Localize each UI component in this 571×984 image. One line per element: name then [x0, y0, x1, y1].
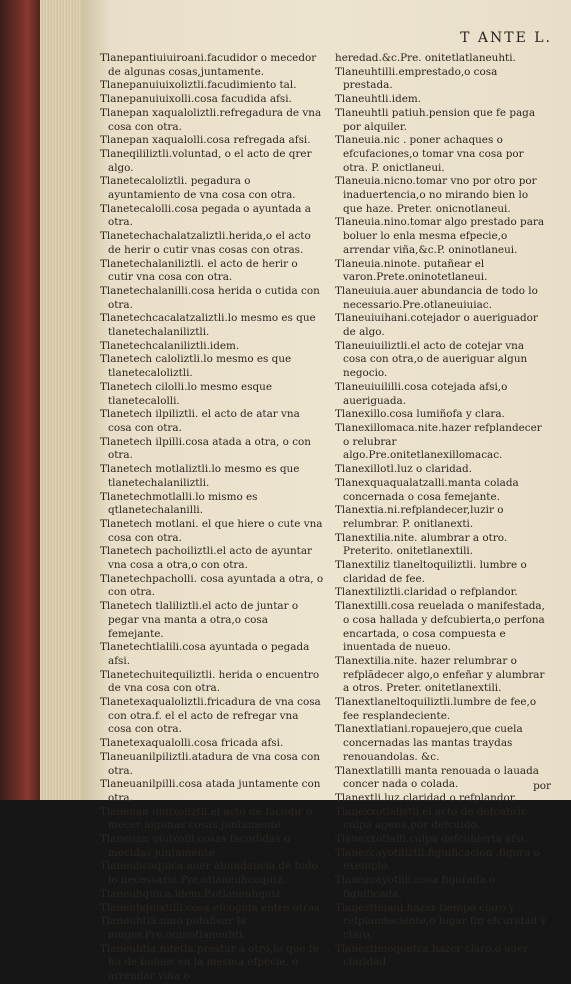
- page-edges: [40, 0, 82, 800]
- dictionary-entry: Tlanepan xaqualolli.cosa refregada afsi.: [100, 134, 311, 147]
- dictionary-entry: Tlanextiliz tlaneltoquiliztli. lumbre o claridad de fee.: [335, 559, 527, 585]
- dictionary-entry: Tlanextlaneltoquiliztli.lumbre de fee,o fee resplandeciente.: [335, 696, 537, 722]
- dictionary-entry: Tlanetechachalatzaliztli.herida,o el acto de herir o cutir vnas cosas con otras.: [100, 230, 311, 256]
- dictionary-entry: Tlaneuanilpilli.cosa atada juntamente con otra.: [100, 778, 321, 804]
- dictionary-entry: Tlanetech ilpilli.cosa atada a otra, o con otra.: [100, 435, 311, 462]
- dictionary-entry: Tlanetechmotlalli.lo mismo es qtlanetechalanilli.: [100, 490, 258, 517]
- book-page: [82, 0, 571, 983]
- dictionary-entry: Tlaneuia.nicno.tomar vno por otro por inaduertencia,o no mirando bien lo que haze. Preter. onicnotlaneui.: [335, 175, 537, 215]
- dictionary-entry: Tlanexillo.cosa lumiñofa y clara.: [335, 408, 505, 421]
- dictionary-entry: Tlaneztimani.hazer tiempo claro y refplandeciente,o lugar fin efcuridad y claro.: [335, 901, 547, 941]
- dictionary-entry: Tlanetech tlaliliztli.el acto de juntar o pegar vna manta a otra,o cosa femejante.: [100, 600, 299, 640]
- dictionary-entry: Tlanextilli.cosa reuelada o manifestada, o cosa hallada y defcubierta,o perfona encartada, o cosa compuesta e inuentada de nueuo.: [335, 600, 545, 654]
- dictionary-entry: Tlanetechuitequiliztli. herida o encuentro de vna cosa con otra.: [100, 668, 320, 695]
- dictionary-entry: Tlanexxotlalli.culpa defcubierta afsi.: [335, 833, 528, 846]
- dictionary-entry: Tlanetechpacholli. cosa ayuntada a otra, o con otra.: [100, 572, 324, 599]
- catchword: por: [533, 780, 551, 792]
- dictionary-entry: Tlaneuia.nic . poner achaques o efcufaciones,o tomar vna cosa por otra. P. onictlaneui.: [335, 134, 524, 174]
- dictionary-entry: Tlaneuiuia.auer abundancia de todo lo necessario.Pre.otlaneuiuiac.: [335, 284, 538, 311]
- dictionary-entry: Tlanetech motlani. el que hiere o cute vna cosa con otra.: [100, 517, 323, 544]
- dictionary-entry: Tlanepan xaqualoliztli.refregadura de vna cosa con otra.: [100, 106, 322, 133]
- dictionary-entry: Tlanextilia.nite. hazer relumbrar o refplãdecer algo,o enfeñar y alumbrar a otros. Preter. onitetlanextili.: [335, 654, 545, 695]
- dictionary-entry: Tlanetechcacalatzaliztli.lo mesmo es que tlanetechalaniliztli.: [100, 312, 316, 339]
- dictionary-entry: Tlanetech cilolli.lo mesmo esque tlanetecalolli.: [100, 380, 273, 407]
- dictionary-entry: Tlanezcayotilli.cosa figurada o fignificada.: [335, 874, 496, 900]
- dictionary-entry: Tlanexxotlaliztli.el acto de defcubrir culpa agena,por defcuido.: [335, 805, 526, 832]
- dictionary-entry: Tlanexillomaca.nite.hazer refplandecer o relubrar algo.Pre.onitetlanexillomacac.: [335, 421, 542, 462]
- dictionary-entry: Tlaneuia.ninote. putañear el varon.Prete.oninotetlaneui.: [335, 257, 488, 284]
- dictionary-entry: Tlanetech pachoiliztli.el acto de ayuntar vna cosa a otra,o con otra.: [100, 545, 313, 572]
- dictionary-entry: Tlaneqililiztli.voluntad, o el acto de qrer algo.: [100, 147, 312, 174]
- dictionary-entry: Tlanepanuiuixoliztli.facudimiento tal.: [100, 79, 297, 92]
- right-column: [335, 52, 550, 970]
- dictionary-entry: Tlanezcayotiliztli.fignificacion ,figura o exemplo.: [335, 846, 540, 873]
- dictionary-entry: Tlaneuan uiuixoliztli.el acto de facudir o mecer algunas cosas juntamente.: [100, 805, 313, 832]
- dictionary-entry: Tlanetechtlalili.cosa ayuntada o pegada afsi.: [100, 641, 310, 667]
- book-spine: [0, 0, 40, 800]
- dictionary-entry: Tlaneuhtli patiuh.pension que fe paga por alquiler.: [335, 106, 536, 133]
- dictionary-entry: Tlaneuhquixtilli.cosa efcogida entre otras.: [100, 901, 323, 914]
- dictionary-entry: Tlanexillotl.luz o claridad.: [335, 463, 472, 476]
- dictionary-entry: Tlaneuhtia.nitetla.prestar a otro,lo que fe ha de boluer en la mesma efpecie, o arrendar viña o: [100, 942, 319, 983]
- dictionary-entry: Tlaneuhtli.idem.: [335, 93, 422, 106]
- dictionary-entry: Tlanetechalanilli.cosa herida o cutida con otra.: [100, 284, 320, 311]
- dictionary-entry: heredad.&c.Pre. onitetlatlaneuhti.: [335, 52, 516, 64]
- dictionary-entry: Tlanextia.ni.refplandecer,luzir o relumbrar. P. onitlanexti.: [335, 504, 504, 530]
- left-column: [100, 52, 325, 984]
- dictionary-entry: Tlanextiliztli.claridad o refplandor.: [335, 586, 518, 599]
- dictionary-entry: Tlaneuanilpiliztli.atadura de vna cosa con otra.: [100, 750, 320, 777]
- dictionary-entry: Tlaneuhtia.nino.putañear la muger.Pre.oninotlaneuhti.: [100, 915, 247, 941]
- dictionary-entry: Tlaneuhtilli.emprestado,o cosa prestada.: [335, 65, 498, 92]
- dictionary-entry: Tlanepantiuiuiroani.facudidor o mecedor de algunas cosas,juntamente.: [100, 52, 317, 78]
- dictionary-entry: Tlaneuiuihani.cotejador o aueriguador de algo.: [335, 312, 538, 339]
- dictionary-entry: Tlaneuhcaquica.auer abundancia de todo lo necessario.Pre.otlaneuhcaquiz.: [100, 860, 318, 887]
- dictionary-entry: Tlanetexaqualolli.cosa fricada afsi.: [100, 737, 284, 750]
- dictionary-entry: Tlaneztimoquetza.hazer claro,o auer claridad: [335, 942, 529, 969]
- dictionary-entry: Tlanextlatilli manta renouada o lauada concer nada o colada.: [335, 764, 539, 791]
- dictionary-entry: Tlaneuhquica.idem.P.otlaneuhquiz.: [100, 887, 284, 900]
- dictionary-entry: Tlanetechalaniliztli. el acto de herir o cutir vna cosa con otra.: [100, 257, 298, 284]
- dictionary-entry: Tlaneuan uiuixolli.cosas facudidas o mecidas juntamente.: [100, 833, 291, 859]
- dictionary-entry: Tlaneuiuiliztli.el acto de cotejar vna cosa con otra,o de aueriguar algun negocio.: [335, 339, 528, 380]
- dictionary-entry: Tlanextlatiani.ropauejero,que cuela concernadas las mantas traydas renouandolas. &c.: [335, 723, 523, 763]
- dictionary-entry: Tlaneuiuililli.cosa cotejada afsi,o aueriguada.: [335, 380, 508, 407]
- dictionary-entry: Tlanetecaloliztli. pegadura o ayuntamiento de vna cosa con otra.: [100, 175, 296, 202]
- dictionary-entry: Tlanextli.luz,claridad o refplandor.: [335, 791, 517, 804]
- dictionary-entry: Tlanetechcalaniliztli.idem.: [100, 339, 240, 352]
- dictionary-entry: Tlanextilia.nite. alumbrar a otro. Preterito. onitetlanextili.: [335, 531, 508, 558]
- dictionary-entry: Tlanetech ilpiliztli. el acto de atar vna cosa con otra.: [100, 408, 300, 434]
- dictionary-entry: Tlanepanuiuixolli.cosa facudida afsi.: [100, 93, 292, 106]
- dictionary-entry: Tlanetech motlaliztli.lo mesmo es que tlanetechalaniliztli.: [100, 463, 300, 489]
- dictionary-entry: Tlanexquaqualatzalli.manta colada concernada o cosa femejante.: [335, 476, 519, 503]
- dictionary-entry: Tlanetecalolli.cosa pegada o ayuntada a otra.: [100, 202, 311, 229]
- dictionary-entry: Tlanetech caloliztli.lo mesmo es que tlanetecaloliztli.: [100, 353, 292, 380]
- dictionary-entry: Tlaneuia.nino.tomar algo prestado para boluer lo enla mesma efpecie,o arrendar viña,&c.P. oninotlaneui.: [335, 216, 545, 256]
- dictionary-entry: Tlanetexaqualoliztli.fricadura de vna cosa con otra.f. el el acto de refregar vna cosa con otra.: [100, 696, 321, 736]
- running-head: T ANTE L.: [460, 30, 552, 46]
